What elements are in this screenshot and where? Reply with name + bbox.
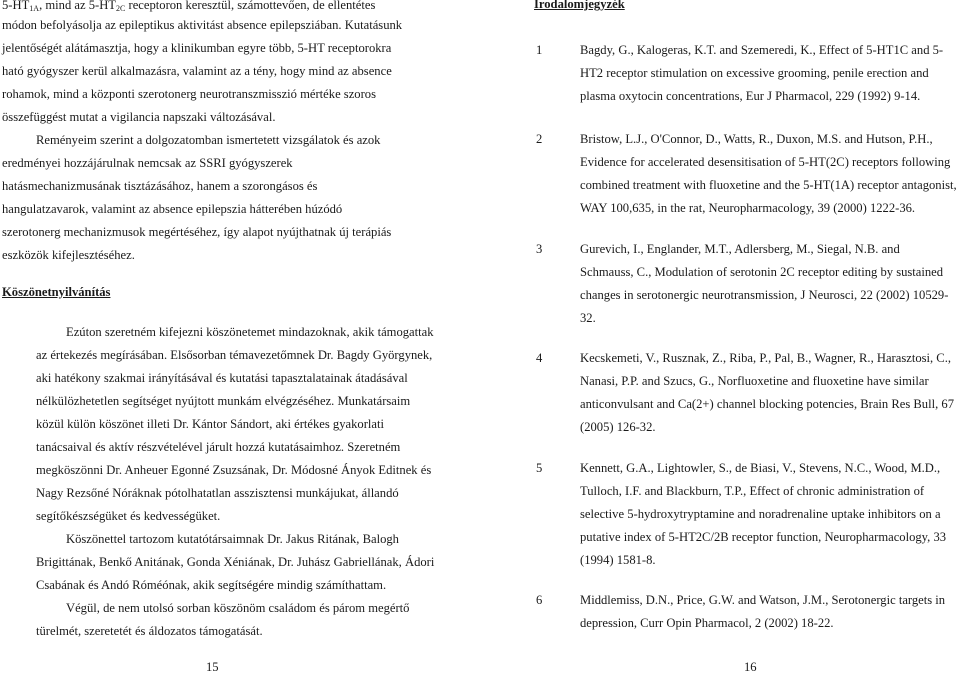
- subscript: 2C: [116, 4, 126, 13]
- reference-line: Tulloch, I.F. and Blackburn, T.P., Effect of chronic administration of: [580, 484, 925, 498]
- text-line: türelmét, szeretetét és áldozatos támogatását.: [36, 624, 263, 638]
- reference-line: HT2 receptor stimulation on excessive grooming, penile erection and: [580, 66, 929, 80]
- reference-number: 1: [536, 43, 543, 57]
- reference-number: 6: [536, 593, 543, 607]
- reference-number: 4: [536, 351, 543, 365]
- text-fragment: 5-HT: [2, 0, 30, 12]
- reference-line: Kecskemeti, V., Rusznak, Z., Riba, P., Pal, B., Wagner, R., Harasztosi, C.,: [580, 351, 952, 365]
- text-line: aki hatékony szakmai irányításával és kutatási tapasztalatainak átadásával: [36, 371, 408, 385]
- text-fragment: , mind az 5-HT: [39, 0, 117, 12]
- text-line: módon befolyásolja az epileptikus aktivitást absence epilepsziában. Kutatásunk: [2, 18, 403, 32]
- reference-number: 3: [536, 242, 543, 256]
- reference-line: Bristow, L.J., O'Connor, D., Watts, R., Duxon, M.S. and Hutson, P.H.,: [580, 132, 933, 146]
- references-heading: Irodalomjegyzék: [534, 0, 625, 11]
- reference-line: combined treatment with fluoxetine and the 5-HT(1A) receptor antagonist,: [580, 178, 957, 192]
- reference-line: Kennett, G.A., Lightowler, S., de Biasi, V., Stevens, N.C., Wood, M.D.,: [580, 461, 941, 475]
- text-line: jelentőségét alátámasztja, hogy a klinikumban egyre több, 5-HT receptorokra: [2, 41, 392, 55]
- reference-number: 2: [536, 132, 543, 146]
- text-line: szerotonerg mechanizmusok megértéséhez, így alapot nyújthatnak új terápiás: [2, 225, 392, 239]
- right-page: [480, 0, 960, 675]
- text-fragment: receptoron keresztül, számottevően, de ellentétes: [125, 0, 376, 12]
- reference-line: (2005) 126-32.: [580, 420, 656, 434]
- page-number: 15: [206, 660, 219, 674]
- reference-line: anticonvulsant and Ca(2+) channel blocking potencies, Brain Res Bull, 67: [580, 397, 954, 411]
- subscript: 1A: [29, 4, 40, 13]
- text-line: az értekezés megírásában. Elsősorban témavezetőmnek Dr. Bagdy Györgynek,: [36, 348, 433, 362]
- text-line: segítőkészségüket és kedvességüket.: [36, 509, 221, 523]
- text-line: közül külön köszönet illeti Dr. Kántor Sándort, aki értékes gyakorlati: [36, 417, 384, 431]
- text-line: hatásmechanizmusának tisztázásához, hanem a szorongásos és: [2, 179, 318, 193]
- reference-line: Schmauss, C., Modulation of serotonin 2C receptor editing by sustained: [580, 265, 944, 279]
- reference-line: Bagdy, G., Kalogeras, K.T. and Szemeredi, K., Effect of 5-HT1C and 5-: [580, 43, 944, 57]
- text-line: Nagy Rezsőné Nóráknak pótolhatatlan asszisztensi munkájukat, állandó: [36, 486, 399, 500]
- reference-line: Gurevich, I., Englander, M.T., Adlersberg, M., Siegal, N.B. and: [580, 242, 900, 256]
- text-line: eredményei hozzájárulnak nemcsak az SSRI gyógyszerek: [2, 156, 293, 170]
- text-line: rohamok, mind a központi szerotonerg neurotranszmisszió mértéke szoros: [2, 87, 376, 101]
- text-line: hangulatzavarok, valamint az absence epilepszia hátterében húzódó: [2, 202, 343, 216]
- text-line: tanácsaival és aktív részvételével járult hozzá kutatásaimhoz. Szeretném: [36, 440, 401, 454]
- reference-line: Nanasi, P.P. and Szucs, G., Norfluoxetine and fluoxetine have similar: [580, 374, 929, 388]
- reference-line: plasma oxytocin concentrations, Eur J Pharmacol, 229 (1992) 9-14.: [580, 89, 921, 103]
- text-line: ható gyógyszer kerül alkalmazásra, valamint az a tény, hogy mind az absence: [2, 64, 392, 78]
- text-line: Brigittának, Benkő Anitának, Gonda Xéniának, Dr. Juhász Gabriellának, Ádori: [36, 555, 435, 569]
- text-line: Reményeim szerint a dolgozatomban ismertetett vizsgálatok és azok: [36, 133, 381, 147]
- reference-line: (1994) 1581-8.: [580, 553, 656, 567]
- text-line: Csabának és Andó Róméónak, akik segítségére mindig számíthattam.: [36, 578, 387, 592]
- text-line: Ezúton szeretném kifejezni köszönetemet mindazoknak, akik támogattak: [66, 325, 434, 339]
- acknowledgements-heading: Köszönetnyilvánítás: [2, 285, 111, 299]
- reference-line: changes in serotonergic neurotransmission, J Neurosci, 22 (2002) 10529-: [580, 288, 949, 302]
- text-line: összefüggést mutat a vigilancia napszaki változásával.: [2, 110, 276, 124]
- reference-line: 32.: [580, 311, 596, 325]
- text-line: [2, 0, 375, 13]
- text-line: Végül, de nem utolsó sorban köszönöm családom és párom megértő: [66, 601, 410, 615]
- text-line: Köszönettel tartozom kutatótársaimnak Dr. Jakus Ritának, Balogh: [66, 532, 399, 546]
- reference-line: selective 5-hydroxytryptamine and noradrenaline uptake inhibitors on a: [580, 507, 941, 521]
- text-line: nélkülözhetetlen segítséget nyújtott munkám elvégzéséhez. Munkatársaim: [36, 394, 411, 408]
- reference-line: depression, Curr Opin Pharmacol, 2 (2002) 18-22.: [580, 616, 834, 630]
- page-number: 16: [744, 660, 757, 674]
- reference-line: Middlemiss, D.N., Price, G.W. and Watson, J.M., Serotonergic targets in: [580, 593, 946, 607]
- reference-line: Evidence for accelerated desensitisation of 5-HT(2C) receptors following: [580, 155, 951, 169]
- text-line: megköszönni Dr. Anheuer Egonné Zsuzsának, Dr. Módosné Ányok Editnek és: [36, 463, 432, 477]
- reference-number: 5: [536, 461, 543, 475]
- text-line: eszközök kifejlesztéséhez.: [2, 248, 135, 262]
- reference-line: putative index of 5-HT2C/2B receptor function, Neuropharmacology, 33: [580, 530, 947, 544]
- reference-line: WAY 100,635, in the rat, Neuropharmacology, 39 (2000) 1222-36.: [580, 201, 916, 215]
